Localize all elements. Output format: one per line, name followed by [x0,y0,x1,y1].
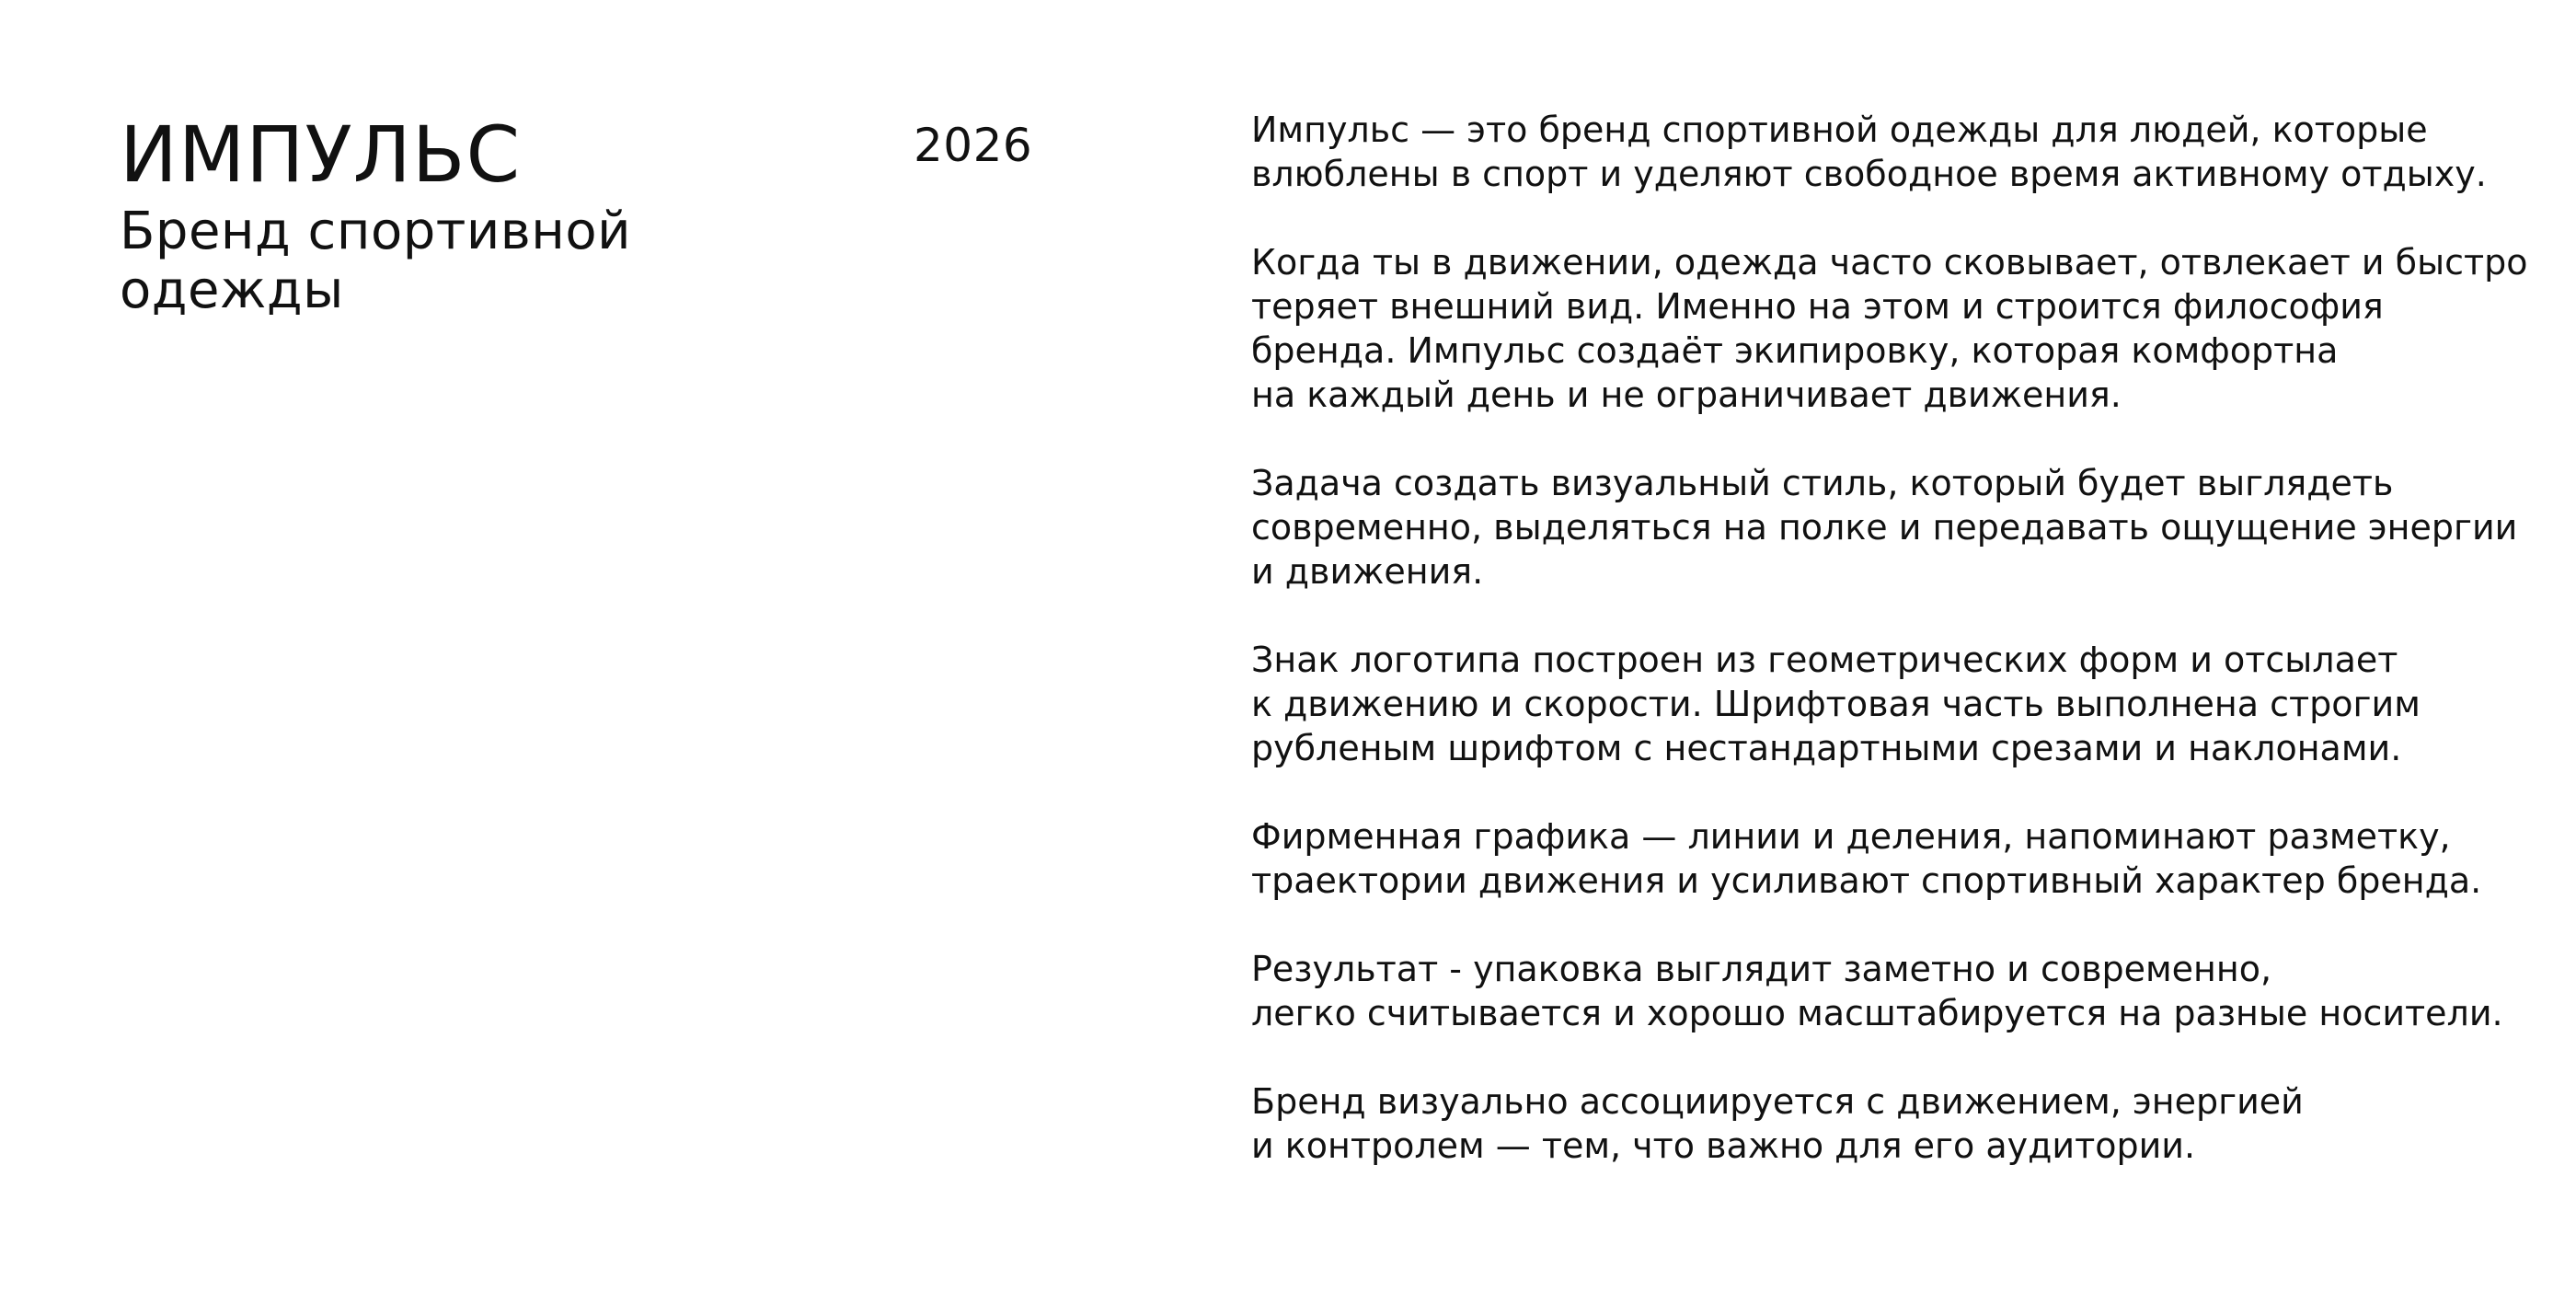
text-line: к движению и скорости. Шрифтовая часть выполнена строгим [1251,684,2421,724]
description-paragraph [1251,108,2502,196]
brand-subtitle [120,202,819,320]
text-line: теряет внешний вид. Именно на этом и строится философия [1251,286,2384,327]
text-line: и движения. [1251,551,1484,592]
text-line: Задача создать визуальный стиль, который будет выглядеть [1251,463,2394,503]
text-line: влюблены в спорт и уделяют свободное время активному отдыху. [1251,154,2487,194]
text-line: бренда. Импульс создаёт экипировку, которая комфортна [1251,330,2339,371]
description-text [1251,108,2528,1212]
text-line: рубленым шрифтом с нестандартными срезами и наклонами. [1251,728,2402,768]
brand-block [120,109,819,320]
text-line: Бренд визуально ассоциируется с движением, энергией [1251,1081,2304,1122]
description-paragraph [1251,240,2528,417]
project-year: 2026 [914,119,1033,172]
text-line: Фирменная графика — линии и деления, напоминают разметку, [1251,816,2451,857]
description-paragraph [1251,814,2502,903]
description-paragraph [1251,947,2502,1035]
text-line: траектории движения и усиливают спортивный характер бренда. [1251,860,2482,901]
text-line: на каждый день и не ограничивает движения. [1251,375,2122,415]
description-paragraph [1251,461,2518,594]
description-paragraph [1251,1079,2502,1168]
text-line: Импульс — это бренд спортивной одежды для людей, которые [1251,110,2428,150]
description-paragraph [1251,638,2502,770]
text-line: Результат - упаковка выглядит заметно и современно, [1251,949,2272,989]
text-line: и контролем — тем, что важно для его аудитории. [1251,1125,2196,1166]
brand-subtitle-line: Бренд спортивной [120,202,632,261]
brand-title: ИМПУЛЬС [120,110,522,200]
text-line: Когда ты в движении, одежда часто сковывает, отвлекает и быстро [1251,242,2528,283]
text-line: Знак логотипа построен из геометрических форм и отсылает [1251,640,2398,680]
text-line: современно, выделяться на полке и передавать ощущение энергии [1251,507,2518,548]
text-line: легко считывается и хорошо масштабируется на разные носители. [1251,993,2503,1033]
brand-subtitle-line: одежды [120,260,344,320]
